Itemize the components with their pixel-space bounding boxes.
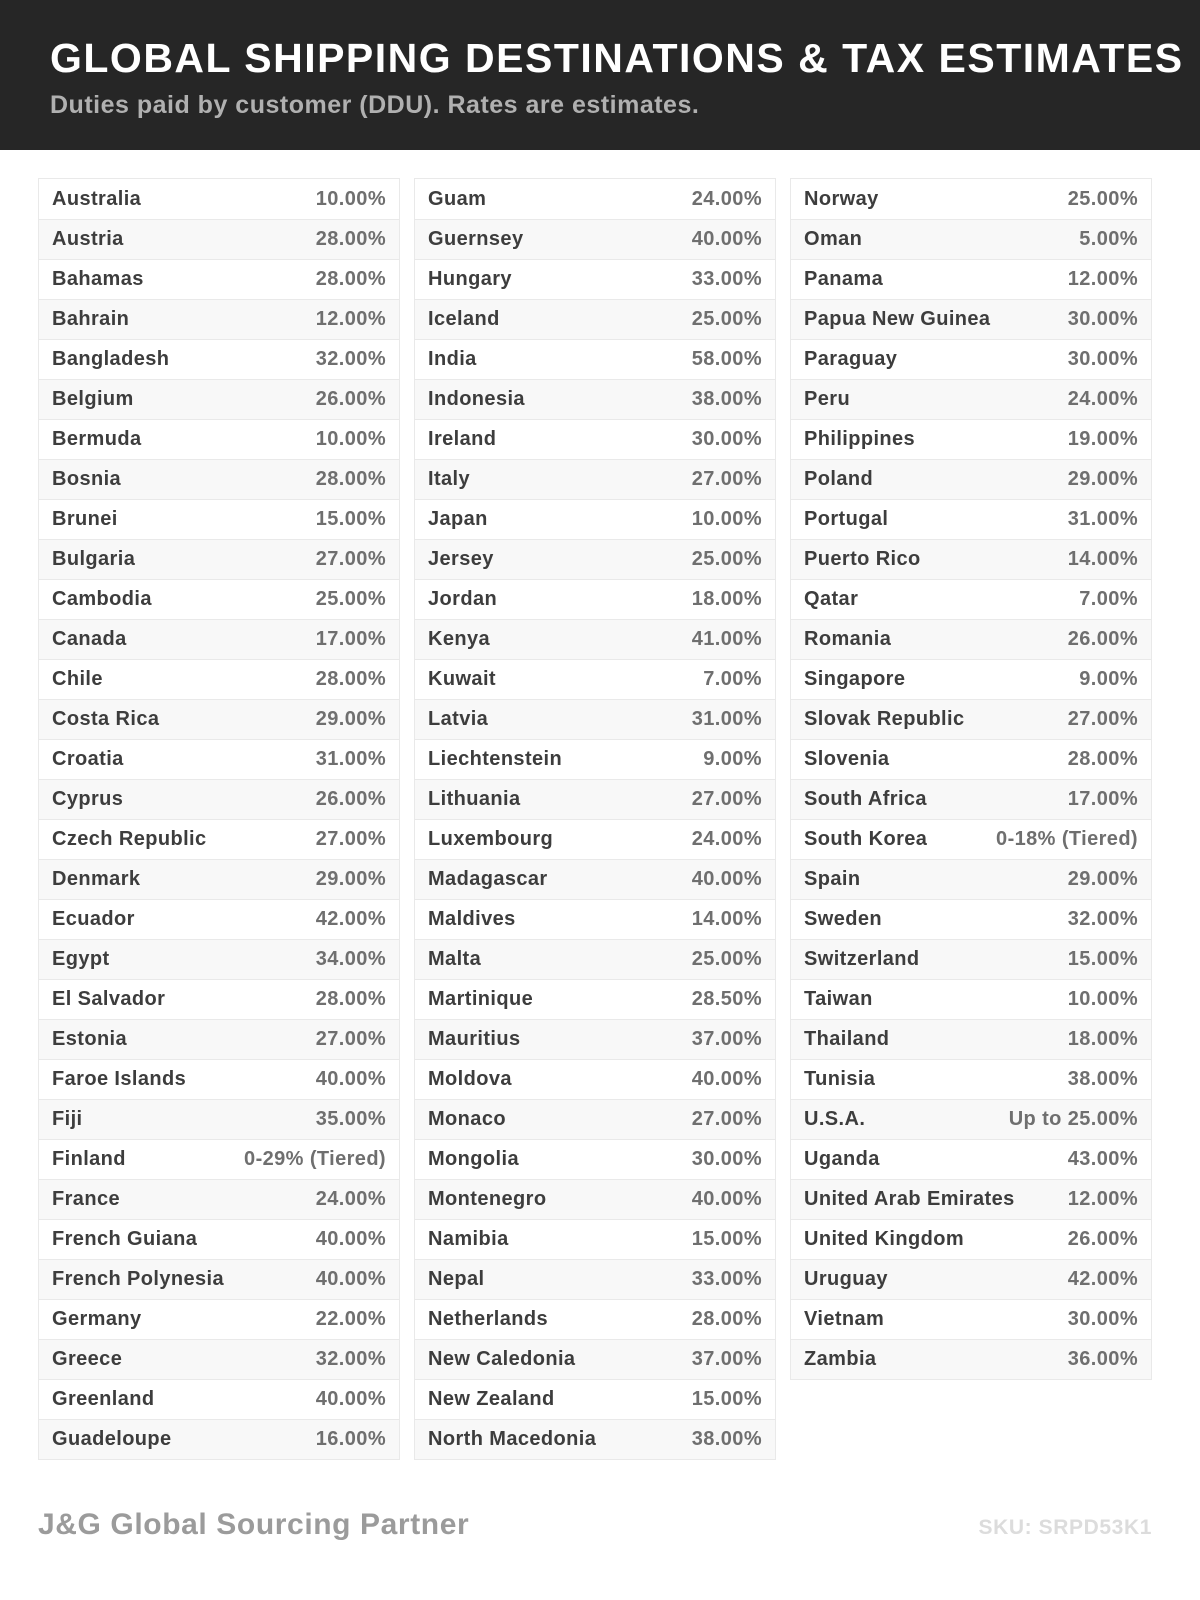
tax-rate-value: 32.00% bbox=[315, 348, 386, 370]
table-row bbox=[791, 1059, 1151, 1099]
table-row bbox=[39, 1099, 399, 1139]
tax-rate-value: 0-18% (Tiered) bbox=[996, 828, 1138, 850]
country-name: Austria bbox=[52, 228, 124, 250]
table-row bbox=[39, 1339, 399, 1379]
tax-rate-value: 30.00% bbox=[1067, 1308, 1138, 1330]
tax-rate-value: 38.00% bbox=[691, 1428, 762, 1450]
tax-rate-value: 15.00% bbox=[1067, 948, 1138, 970]
tax-rate-value: 25.00% bbox=[691, 308, 762, 330]
sku-label: SKU: SRPD53K1 bbox=[978, 1516, 1152, 1539]
tax-rate-value: 12.00% bbox=[315, 308, 386, 330]
tax-rate-value: 31.00% bbox=[315, 748, 386, 770]
table-row bbox=[415, 899, 775, 939]
table-row bbox=[39, 179, 399, 219]
tax-rate-value: 37.00% bbox=[691, 1028, 762, 1050]
tax-rate-value: 28.00% bbox=[315, 668, 386, 690]
country-name: United Kingdom bbox=[804, 1228, 965, 1250]
country-name: Moldova bbox=[428, 1068, 512, 1090]
country-name: Peru bbox=[804, 388, 851, 410]
tax-rate-value: 24.00% bbox=[691, 187, 762, 210]
table-row bbox=[39, 379, 399, 419]
table-row bbox=[415, 259, 775, 299]
tax-rate-value: 30.00% bbox=[1067, 348, 1138, 370]
country-name: U.S.A. bbox=[804, 1108, 866, 1130]
tax-rate-value: 30.00% bbox=[1067, 308, 1138, 330]
table-row bbox=[415, 1179, 775, 1219]
table-row bbox=[415, 299, 775, 339]
country-name: Italy bbox=[428, 468, 471, 490]
tax-rate-value: 37.00% bbox=[691, 1348, 762, 1370]
table-row bbox=[791, 939, 1151, 979]
country-name: Panama bbox=[804, 268, 884, 290]
table-row bbox=[791, 1179, 1151, 1219]
country-name: Chile bbox=[52, 668, 103, 690]
table-row bbox=[39, 859, 399, 899]
tax-rate-value: 42.00% bbox=[1067, 1268, 1138, 1290]
tax-rates-table bbox=[38, 178, 1152, 1460]
table-row bbox=[415, 859, 775, 899]
table-row bbox=[39, 1219, 399, 1259]
tax-rate-value: 10.00% bbox=[691, 508, 762, 530]
country-name: Cyprus bbox=[52, 788, 124, 810]
tax-rate-value: Up to 25.00% bbox=[1008, 1108, 1138, 1130]
tax-rate-value: 12.00% bbox=[1067, 268, 1138, 290]
table-row bbox=[39, 1419, 399, 1459]
country-name: Namibia bbox=[428, 1228, 509, 1250]
country-name: Croatia bbox=[52, 748, 124, 770]
country-name: Guernsey bbox=[428, 228, 524, 250]
tax-rate-value: 7.00% bbox=[1079, 588, 1138, 610]
table-row bbox=[791, 339, 1151, 379]
country-name: United Arab Emirates bbox=[804, 1188, 1015, 1210]
table-row bbox=[415, 1259, 775, 1299]
tax-rate-value: 9.00% bbox=[1079, 668, 1138, 690]
table-row bbox=[39, 1259, 399, 1299]
table-row bbox=[39, 1299, 399, 1339]
country-name: Japan bbox=[428, 508, 488, 530]
table-row bbox=[415, 219, 775, 259]
tax-rate-value: 7.00% bbox=[703, 668, 762, 690]
country-name: Sweden bbox=[804, 908, 882, 930]
table-row bbox=[791, 419, 1151, 459]
table-row bbox=[791, 459, 1151, 499]
table-row bbox=[415, 1339, 775, 1379]
country-name: Madagascar bbox=[428, 868, 548, 890]
table-row bbox=[415, 979, 775, 1019]
tax-rate-value: 24.00% bbox=[691, 828, 762, 850]
country-name: North Macedonia bbox=[428, 1428, 597, 1450]
tax-rate-value: 28.00% bbox=[315, 268, 386, 290]
tax-rate-value: 28.00% bbox=[1067, 748, 1138, 770]
tax-rate-value: 38.00% bbox=[1067, 1068, 1138, 1090]
country-name: India bbox=[428, 348, 477, 370]
tax-rate-value: 29.00% bbox=[315, 708, 386, 730]
country-name: Poland bbox=[804, 468, 874, 490]
country-name: Bermuda bbox=[52, 428, 142, 450]
table-row bbox=[39, 579, 399, 619]
tax-rate-value: 43.00% bbox=[1067, 1148, 1138, 1170]
table-row bbox=[39, 699, 399, 739]
country-name: Zambia bbox=[804, 1348, 877, 1370]
country-name: Vietnam bbox=[804, 1308, 885, 1330]
tax-rate-value: 40.00% bbox=[691, 1188, 762, 1210]
country-name: South Africa bbox=[804, 788, 927, 810]
country-name: Guadeloupe bbox=[52, 1428, 172, 1450]
tax-rate-value: 31.00% bbox=[1067, 508, 1138, 530]
header-banner bbox=[0, 0, 1200, 150]
tax-rate-value: 29.00% bbox=[1067, 468, 1138, 490]
country-name: Philippines bbox=[804, 428, 916, 450]
country-name: Malta bbox=[428, 948, 482, 970]
country-name: Liechtenstein bbox=[428, 748, 563, 770]
rate-column-3 bbox=[790, 178, 1152, 1380]
country-name: Iceland bbox=[428, 308, 500, 330]
table-row bbox=[415, 459, 775, 499]
table-row bbox=[39, 1019, 399, 1059]
table-row bbox=[791, 219, 1151, 259]
country-name: Slovak Republic bbox=[804, 708, 965, 730]
tax-rate-value: 40.00% bbox=[315, 1268, 386, 1290]
country-name: Jersey bbox=[428, 548, 494, 570]
country-name: Puerto Rico bbox=[804, 548, 921, 570]
country-name: French Polynesia bbox=[52, 1268, 225, 1290]
tax-rate-value: 15.00% bbox=[315, 508, 386, 530]
tax-rate-value: 17.00% bbox=[1067, 788, 1138, 810]
tax-rate-value: 27.00% bbox=[315, 548, 386, 570]
country-name: Kenya bbox=[428, 628, 491, 650]
tax-rate-value: 58.00% bbox=[691, 348, 762, 370]
page-title: GLOBAL SHIPPING DESTINATIONS & TAX ESTIMATES bbox=[50, 35, 1184, 81]
tax-rate-value: 27.00% bbox=[1067, 708, 1138, 730]
country-name: Uganda bbox=[804, 1148, 880, 1170]
tax-rate-value: 28.00% bbox=[315, 988, 386, 1010]
tax-rate-value: 41.00% bbox=[691, 628, 762, 650]
table-row bbox=[791, 499, 1151, 539]
tax-rate-value: 29.00% bbox=[315, 868, 386, 890]
country-name: Bosnia bbox=[52, 468, 122, 490]
tax-rate-value: 19.00% bbox=[1067, 428, 1138, 450]
country-name: Guam bbox=[428, 187, 487, 210]
table-row bbox=[791, 659, 1151, 699]
country-name: Portugal bbox=[804, 508, 889, 530]
table-row bbox=[415, 659, 775, 699]
country-name: Estonia bbox=[52, 1028, 128, 1050]
country-name: Belgium bbox=[52, 388, 134, 410]
country-name: New Caledonia bbox=[428, 1348, 576, 1370]
table-row bbox=[39, 1379, 399, 1419]
table-row bbox=[791, 899, 1151, 939]
country-name: Tunisia bbox=[804, 1068, 876, 1090]
tax-rate-value: 14.00% bbox=[691, 908, 762, 930]
country-name: Ireland bbox=[428, 428, 497, 450]
tax-rate-value: 28.00% bbox=[315, 468, 386, 490]
tax-rate-value: 26.00% bbox=[315, 388, 386, 410]
table-row bbox=[791, 1339, 1151, 1379]
tax-rate-value: 25.00% bbox=[691, 548, 762, 570]
country-name: Czech Republic bbox=[52, 828, 207, 850]
tax-rate-value: 9.00% bbox=[703, 748, 762, 770]
tax-rate-value: 25.00% bbox=[315, 588, 386, 610]
tax-rate-value: 34.00% bbox=[315, 948, 386, 970]
table-row bbox=[415, 539, 775, 579]
table-row bbox=[415, 939, 775, 979]
tax-rate-value: 5.00% bbox=[1079, 228, 1138, 250]
tax-rate-value: 14.00% bbox=[1067, 548, 1138, 570]
brand-name: J&G Global Sourcing Partner bbox=[38, 1508, 470, 1541]
table-row bbox=[39, 1139, 399, 1179]
table-row bbox=[791, 579, 1151, 619]
table-row bbox=[415, 1379, 775, 1419]
country-name: Qatar bbox=[804, 588, 859, 610]
tax-rate-value: 40.00% bbox=[315, 1228, 386, 1250]
tax-rate-value: 12.00% bbox=[1067, 1188, 1138, 1210]
table-row bbox=[39, 299, 399, 339]
table-row bbox=[415, 1019, 775, 1059]
table-row bbox=[39, 659, 399, 699]
tax-rate-value: 32.00% bbox=[315, 1348, 386, 1370]
tax-rate-value: 40.00% bbox=[691, 228, 762, 250]
table-row bbox=[415, 1299, 775, 1339]
country-name: Maldives bbox=[428, 908, 516, 930]
table-row bbox=[415, 1139, 775, 1179]
table-row bbox=[39, 499, 399, 539]
table-row bbox=[791, 859, 1151, 899]
country-name: Montenegro bbox=[428, 1188, 547, 1210]
country-name: Uruguay bbox=[804, 1268, 888, 1290]
table-row bbox=[39, 1059, 399, 1099]
tax-rate-value: 27.00% bbox=[315, 1028, 386, 1050]
country-name: Brunei bbox=[52, 508, 118, 530]
table-row bbox=[415, 1219, 775, 1259]
country-name: Egypt bbox=[52, 948, 110, 970]
country-name: Hungary bbox=[428, 268, 512, 290]
country-name: Mongolia bbox=[428, 1148, 519, 1170]
tax-rate-value: 26.00% bbox=[1067, 1228, 1138, 1250]
table-row bbox=[415, 819, 775, 859]
tax-rate-value: 26.00% bbox=[315, 788, 386, 810]
tax-rate-value: 16.00% bbox=[315, 1428, 386, 1450]
page-subtitle: Duties paid by customer (DDU). Rates are estimates. bbox=[50, 91, 700, 120]
rate-column-1 bbox=[38, 178, 400, 1460]
table-row bbox=[39, 1179, 399, 1219]
country-name: Cambodia bbox=[52, 588, 152, 610]
country-name: Spain bbox=[804, 868, 861, 890]
country-name: Slovenia bbox=[804, 748, 890, 770]
tax-rate-value: 40.00% bbox=[691, 868, 762, 890]
table-row bbox=[791, 1259, 1151, 1299]
table-row bbox=[791, 259, 1151, 299]
country-name: Bahamas bbox=[52, 268, 144, 290]
table-row bbox=[39, 939, 399, 979]
table-row bbox=[791, 1299, 1151, 1339]
tax-rate-value: 17.00% bbox=[315, 628, 386, 650]
country-name: El Salvador bbox=[52, 988, 166, 1010]
table-row bbox=[39, 739, 399, 779]
country-name: Romania bbox=[804, 628, 892, 650]
tax-rate-value: 33.00% bbox=[691, 1268, 762, 1290]
country-name: Bangladesh bbox=[52, 348, 170, 370]
country-name: New Zealand bbox=[428, 1388, 555, 1410]
tax-rate-value: 40.00% bbox=[315, 1068, 386, 1090]
tax-rate-value: 29.00% bbox=[1067, 868, 1138, 890]
country-name: Martinique bbox=[428, 988, 534, 1010]
country-name: Luxembourg bbox=[428, 828, 554, 850]
tax-rate-value: 25.00% bbox=[691, 948, 762, 970]
table-row bbox=[415, 1419, 775, 1459]
table-row bbox=[415, 739, 775, 779]
table-row bbox=[791, 779, 1151, 819]
tax-rate-value: 10.00% bbox=[1067, 988, 1138, 1010]
tax-rate-value: 32.00% bbox=[1067, 908, 1138, 930]
tax-rate-value: 31.00% bbox=[691, 708, 762, 730]
tax-rate-value: 26.00% bbox=[1067, 628, 1138, 650]
table-row bbox=[39, 619, 399, 659]
tax-rate-value: 28.50% bbox=[691, 988, 762, 1010]
table-row bbox=[415, 419, 775, 459]
tax-rate-value: 35.00% bbox=[315, 1108, 386, 1130]
country-name: Germany bbox=[52, 1308, 142, 1330]
country-name: Kuwait bbox=[428, 668, 496, 690]
tax-rate-value: 36.00% bbox=[1067, 1348, 1138, 1370]
tax-rate-value: 40.00% bbox=[691, 1068, 762, 1090]
table-row bbox=[791, 619, 1151, 659]
table-row bbox=[791, 1019, 1151, 1059]
country-name: Latvia bbox=[428, 708, 489, 730]
country-name: Denmark bbox=[52, 868, 141, 890]
tax-rate-value: 18.00% bbox=[691, 588, 762, 610]
table-row bbox=[791, 699, 1151, 739]
table-row bbox=[791, 299, 1151, 339]
tax-rate-value: 22.00% bbox=[315, 1308, 386, 1330]
tax-rate-value: 28.00% bbox=[691, 1308, 762, 1330]
table-row bbox=[415, 779, 775, 819]
table-row bbox=[39, 219, 399, 259]
table-row bbox=[39, 979, 399, 1019]
country-name: South Korea bbox=[804, 828, 928, 850]
tax-rate-value: 30.00% bbox=[691, 1148, 762, 1170]
country-name: Taiwan bbox=[804, 988, 873, 1010]
country-name: Oman bbox=[804, 228, 863, 250]
country-name: Costa Rica bbox=[52, 708, 160, 730]
country-name: France bbox=[52, 1188, 120, 1210]
tax-rate-value: 24.00% bbox=[315, 1188, 386, 1210]
tax-rate-value: 0-29% (Tiered) bbox=[244, 1148, 386, 1170]
country-name: Singapore bbox=[804, 668, 906, 690]
table-row bbox=[791, 539, 1151, 579]
table-row bbox=[415, 379, 775, 419]
table-row bbox=[415, 179, 775, 219]
country-name: Finland bbox=[52, 1148, 126, 1170]
table-row bbox=[39, 339, 399, 379]
country-name: Monaco bbox=[428, 1108, 506, 1130]
table-row bbox=[415, 699, 775, 739]
tax-rate-value: 38.00% bbox=[691, 388, 762, 410]
country-name: Papua New Guinea bbox=[804, 308, 991, 330]
table-row bbox=[39, 899, 399, 939]
country-name: Bulgaria bbox=[52, 548, 136, 570]
tax-rate-value: 18.00% bbox=[1067, 1028, 1138, 1050]
table-row bbox=[415, 1099, 775, 1139]
table-row bbox=[39, 259, 399, 299]
country-name: Canada bbox=[52, 628, 127, 650]
table-row bbox=[415, 579, 775, 619]
country-name: French Guiana bbox=[52, 1228, 198, 1250]
tax-rate-value: 10.00% bbox=[315, 428, 386, 450]
tax-rate-value: 27.00% bbox=[691, 468, 762, 490]
country-name: Australia bbox=[52, 187, 142, 210]
table-row bbox=[791, 739, 1151, 779]
table-row bbox=[39, 539, 399, 579]
country-name: Thailand bbox=[804, 1028, 890, 1050]
table-row bbox=[415, 1059, 775, 1099]
tax-rate-value: 15.00% bbox=[691, 1388, 762, 1410]
country-name: Indonesia bbox=[428, 388, 525, 410]
country-name: Paraguay bbox=[804, 348, 898, 370]
tax-rate-value: 28.00% bbox=[315, 228, 386, 250]
country-name: Netherlands bbox=[428, 1308, 548, 1330]
country-name: Bahrain bbox=[52, 308, 130, 330]
tax-rate-value: 42.00% bbox=[315, 908, 386, 930]
tax-rate-value: 30.00% bbox=[691, 428, 762, 450]
tax-rate-value: 25.00% bbox=[1067, 187, 1138, 210]
country-name: Ecuador bbox=[52, 908, 135, 930]
country-name: Faroe Islands bbox=[52, 1068, 187, 1090]
rate-column-2 bbox=[414, 178, 776, 1460]
tax-rate-value: 15.00% bbox=[691, 1228, 762, 1250]
table-row bbox=[791, 819, 1151, 859]
table-row bbox=[39, 819, 399, 859]
country-name: Jordan bbox=[428, 588, 498, 610]
country-name: Fiji bbox=[52, 1108, 83, 1130]
country-name: Switzerland bbox=[804, 948, 920, 970]
country-name: Mauritius bbox=[428, 1028, 521, 1050]
footer bbox=[38, 1508, 1152, 1542]
table-row bbox=[39, 459, 399, 499]
table-row bbox=[415, 499, 775, 539]
tax-rate-value: 33.00% bbox=[691, 268, 762, 290]
country-name: Lithuania bbox=[428, 788, 521, 810]
tax-rate-value: 40.00% bbox=[315, 1388, 386, 1410]
tax-rate-value: 10.00% bbox=[315, 187, 386, 210]
table-row bbox=[415, 619, 775, 659]
tax-rate-value: 27.00% bbox=[691, 788, 762, 810]
table-row bbox=[791, 1139, 1151, 1179]
table-row bbox=[791, 1099, 1151, 1139]
country-name: Nepal bbox=[428, 1268, 485, 1290]
country-name: Greenland bbox=[52, 1388, 155, 1410]
tax-rate-value: 24.00% bbox=[1067, 388, 1138, 410]
country-name: Greece bbox=[52, 1348, 123, 1370]
table-row bbox=[791, 1219, 1151, 1259]
table-row bbox=[39, 779, 399, 819]
tax-rate-value: 27.00% bbox=[315, 828, 386, 850]
table-row bbox=[415, 339, 775, 379]
table-row bbox=[39, 419, 399, 459]
table-row bbox=[791, 179, 1151, 219]
table-row bbox=[791, 979, 1151, 1019]
table-row bbox=[791, 379, 1151, 419]
tax-rate-value: 27.00% bbox=[691, 1108, 762, 1130]
country-name: Norway bbox=[804, 187, 879, 210]
